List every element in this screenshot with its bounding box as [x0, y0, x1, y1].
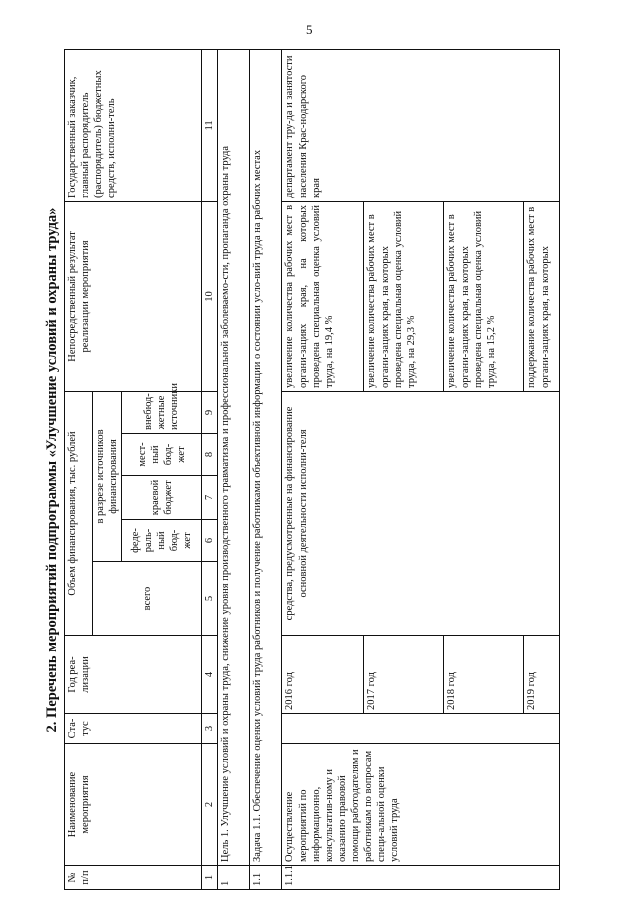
page-number: 5 — [306, 22, 313, 37]
task-num: 1.1 — [250, 866, 282, 890]
year-cell: 2018 год — [444, 636, 524, 714]
result-cell: увеличение количества рабочих мест в органи-зациях края, на которых проведена специальная оценка условий труда, на 15,2 % — [444, 201, 524, 391]
year-cell: 2017 год — [364, 636, 444, 714]
header-customer: Государственный заказчик, главный распорядитель (распорядитель) бюджетных средств, исполни-тель — [65, 49, 202, 201]
header-year: Год реа-лизации — [65, 636, 202, 714]
funding-note: средства, предусмотренные на финансирование основной деятельности исполни-теля — [282, 391, 560, 635]
activity-num: 1.1.1 — [282, 866, 560, 890]
header-total: всего — [93, 562, 202, 636]
column-number: 5 — [202, 562, 218, 636]
column-number: 2 — [202, 744, 218, 866]
column-number: 7 — [202, 476, 218, 520]
header-row-1 — [65, 49, 93, 889]
goal-row — [218, 49, 250, 889]
column-number: 3 — [202, 714, 218, 744]
column-number: 10 — [202, 201, 218, 391]
result-cell: поддержание количества рабочих мест в органи-зациях края, на которых — [524, 201, 560, 391]
header-federal: феде-раль-ный бюд-жет — [122, 520, 202, 562]
goal-num: 1 — [218, 866, 250, 890]
task-row — [250, 49, 282, 889]
column-number: 11 — [202, 49, 218, 201]
task-text: Задача 1.1. Обеспечение оценки условий труда работников и получение работниками объективной информации о состоянии усло-вий труда на рабочих местах — [250, 49, 282, 865]
header-by-sources: в разрезе источников финансирования — [93, 391, 122, 561]
header-regional: краевой бюджет — [122, 476, 202, 520]
activity-row-2016 — [282, 49, 364, 889]
column-number: 6 — [202, 520, 218, 562]
header-volume: Объем финансирования, тыс. рублей — [65, 391, 93, 635]
header-name: Наименование мероприятия — [65, 744, 202, 866]
year-cell: 2016 год — [282, 636, 364, 714]
activities-table — [64, 49, 560, 890]
customer-cell: департамент тру-да и занятости населения Крас-нодарского края — [282, 49, 560, 201]
header-result: Непосредственный результат реализации мероприятия — [65, 201, 202, 391]
column-number: 8 — [202, 434, 218, 476]
column-number: 1 — [202, 866, 218, 890]
activity-name: Осуществление мероприятий по информационно, консультатив-ному и оказанию правовой помощи работодателям и работникам по вопросам специ-альной оценки условий труда — [282, 744, 560, 866]
column-numbers-row — [202, 49, 218, 889]
result-cell: увеличение количества рабочих мест в органи-зациях края, на которых проведена специальная оценка условий труда, на 19,4 % — [282, 201, 364, 391]
activity-status — [282, 714, 560, 744]
page-title: 2. Перечень мероприятий подпрограммы «Улучшение условий и охраны труда» — [44, 207, 60, 733]
header-status: Ста-тус — [65, 714, 202, 744]
header-local: мест-ный бюд-жет — [122, 434, 202, 476]
goal-text: Цель 1. Улучшение условий и охраны труда, снижение уровня производственного травматизма и профессиональной заболеваемо-сти, пропаганда охраны труда — [218, 49, 250, 865]
year-cell: 2019 год — [524, 636, 560, 714]
header-num: № п/п — [65, 866, 202, 890]
column-number: 4 — [202, 636, 218, 714]
header-extra: внебюд-жетные источники — [122, 391, 202, 433]
column-number: 9 — [202, 391, 218, 433]
result-cell: увеличение количества рабочих мест в органи-зациях края, на которых проведена специальная оценка условий труда, на 29,3 % — [364, 201, 444, 391]
rotated-table-page — [40, 50, 630, 890]
